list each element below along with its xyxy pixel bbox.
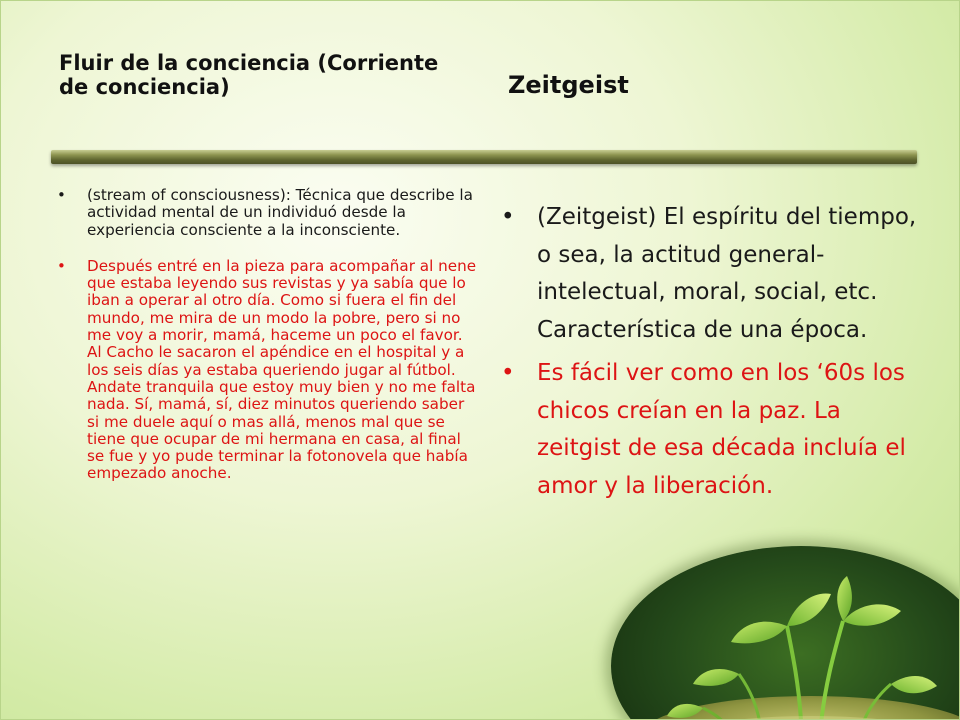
leaf-shape — [837, 576, 852, 621]
bullet-icon: • — [501, 360, 515, 386]
bullet-text: Después entré en la pieza para acompañar al nene que estaba leyendo sus revistas y ya sabía que lo iban a operar al otro día. Como si fuera el fin del mundo, me mira de un modo la pobre, pero si no me voy a morir, mamá, haceme un poco el favor. Al Cacho le sacaron el apéndice en el hospital y a los seis días ya estaba queriendo jugar al fútbol. Andate tranquila que estoy muy bien y no me falta nada. Sí, mamá, sí, diez minutos queriendo saber si me duele aquí o mas allá, menos mal que se tiene que ocupar de mi hermana en casa, al final se fue y yo pude terminar la fotonovela que había empezado anoche. — [87, 256, 477, 483]
leaf-shape — [693, 669, 739, 686]
header-divider-bar — [51, 150, 917, 164]
bullet-icon: • — [57, 186, 66, 204]
leaf-shape — [787, 593, 831, 626]
right-column-title: Zeitgeist — [508, 71, 629, 99]
bullet-text: Es fácil ver como en los ‘60s los chicos creían en la paz. La zeitgist de esa década incluía el amor y la liberación. — [537, 360, 906, 499]
leaf-shape — [731, 622, 787, 644]
bullet-icon: • — [501, 204, 515, 230]
leaf-shape — [843, 604, 901, 625]
leaf-shape — [891, 676, 937, 693]
bullet-text: (stream of consciousness): Técnica que describe la actividad mental de un individuó desde la experiencia consciente a la inconsciente. — [87, 186, 473, 239]
bullet-icon: • — [57, 256, 66, 275]
left-column-title: Fluir de la conciencia (Corriente de conciencia) — [59, 51, 439, 99]
bullet-item-definition — [57, 187, 477, 239]
bullet-item-example — [57, 258, 477, 483]
left-column-bullets — [57, 187, 477, 502]
right-column-bullets — [501, 199, 921, 511]
seedling-plant-image — [611, 546, 960, 720]
bullet-item-definition — [501, 199, 921, 349]
seedling-illustration — [611, 546, 960, 720]
bullet-item-example — [501, 355, 921, 505]
bullet-text: (Zeitgeist) El espíritu del tiempo, o sea, la actitud general- intelectual, moral, social, etc. Característica de una época. — [537, 204, 917, 343]
